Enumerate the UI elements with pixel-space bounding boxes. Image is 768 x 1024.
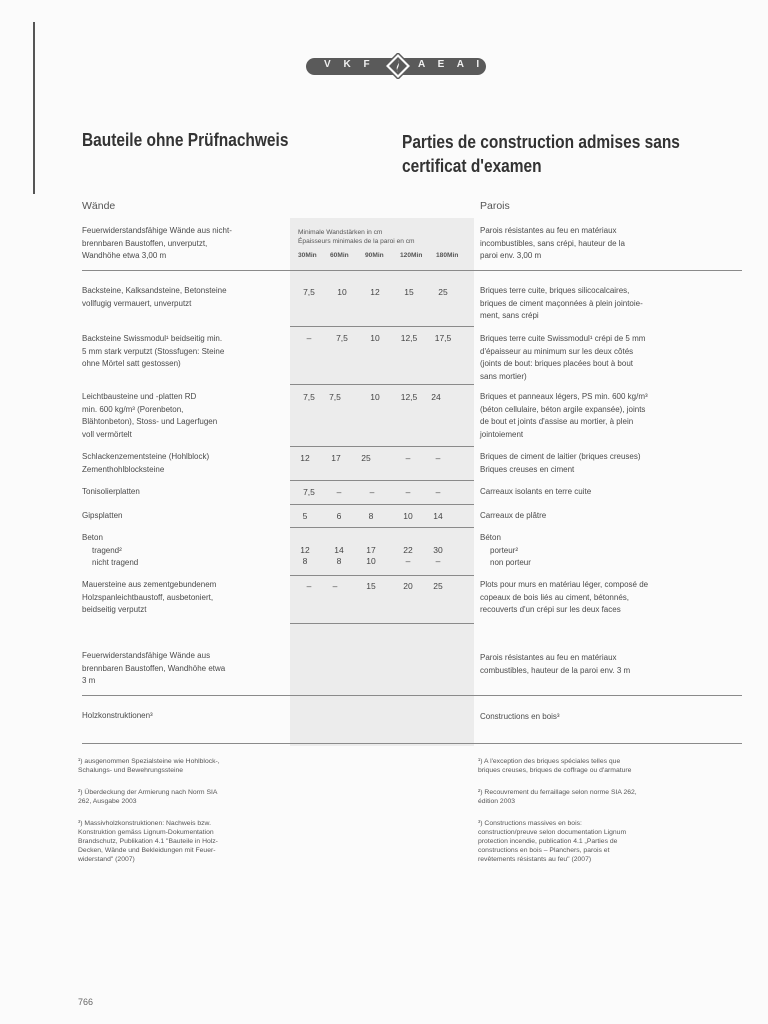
vkf-aeai-logo [306, 53, 486, 79]
logo-text-vkf: V K F [324, 59, 375, 70]
footnote-2-fr: ²) Recouvrement du ferraillage selon norme SIA 262, édition 2003 [478, 789, 637, 805]
footnote-divider [82, 743, 742, 744]
row-label-fr: Briques de ciment de laitier (briques creuses) Briques creuses en ciment [480, 452, 641, 474]
row-label-de: Tonisolierplatten [82, 487, 140, 496]
row-label-de: Leichtbausteine und -platten RD min. 600 kg/m³ (Porenbeton, Blähtonbeton), Stoss- und Lagerfugen voll vermörtelt [82, 392, 218, 439]
row-label-de: Schlackenzementsteine (Hohlblock) Zementhohlblocksteine [82, 452, 210, 474]
row-label-fr: Carreaux isolants en terre cuite [480, 487, 592, 496]
row-label-fr: Briques terre cuite Swissmodul¹ crépi de 5 mm d'épaisseur au minimum sur les deux côtés (joints de bout: briques placées bout à bout sans mortier) [480, 334, 646, 381]
footnote-1-fr: ¹) A l'exception des briques spéciales telles que briques creuses, briques de coffrage ou d'armature [478, 758, 632, 774]
table-row-values: 12 17 25 – – [300, 453, 441, 463]
logo-text-aeai: A E A I [418, 59, 485, 70]
row-label-de: Beton tragend² nicht tragend [82, 533, 139, 567]
row-label-fr: Briques et panneaux légers, PS min. 600 kg/m³ (béton cellulaire, béton argile expansée), joints de bout et joints d'assise au mortier, à plein jointoiement [480, 392, 648, 439]
row-label-fr: Briques terre cuite, briques silicocalcaires, briques de ciment maçonnées à plein jointoie- ment, sans crépi [480, 286, 643, 320]
table-row-values: 7,5 7,5 10 12,5 24 [303, 392, 441, 402]
footnote-1-de: ¹) ausgenommen Spezialsteine wie Hohlblock-, Schalungs- und Bewehrungssteine [78, 758, 220, 774]
row-label-de: Backsteine Swissmodul¹ beidseitig min. 5 mm stark verputzt (Stossfugen: Steine ohne Mörtel satt gestossen) [82, 334, 225, 368]
intro-text-de: Feuerwiderstandsfähige Wände aus nicht- brennbaren Baustoffen, unverputzt, Wandhöhe etwa 3,00 m [82, 226, 232, 260]
row-divider [290, 446, 474, 447]
page-number: 766 [78, 997, 94, 1007]
row-divider [290, 575, 474, 576]
footnote-3-de: ³) Massivholzkonstruktionen: Nachweis bzw. Konstruktion gemäss Lignum-Dokumentation Brandschutz, Publikation 4.1 "Bauteile in Holz- Decken, Wände und Bekleidungen mit Feuer- widerstand" (2007) [78, 820, 218, 863]
row-divider [290, 384, 474, 385]
footnote-3-fr: ³) Constructions massives en bois: construction/preuve selon documentation Lignum protection incendie, publication 4.1 „Parties de constructions en bois – Planchers, parois et revêtements résistants au feu" (2007) [478, 820, 627, 863]
section-divider [82, 695, 742, 696]
duration-header-row [298, 251, 474, 261]
row-label-fr: Plots pour murs en matériau léger, composé de copeaux de bois liés au ciment, bétonnés, recouverts d'un crépi sur les deux faces [480, 580, 649, 614]
table-row-values: 5 6 8 10 14 [302, 511, 443, 521]
page-title-de: Bauteile ohne Prüfnachweis [82, 130, 289, 150]
row-label-de: Backsteine, Kalksandsteine, Betonsteine vollfugig vermauert, unverputzt [82, 286, 227, 308]
row-label-de: Gipsplatten [82, 511, 123, 520]
header-divider [82, 270, 742, 271]
table-row-values: – – 15 20 25 [306, 581, 443, 591]
duration-120: 120Min [400, 252, 423, 259]
thickness-header: Minimale Wandstärken in cm Épaisseurs minimales de la paroi en cm [298, 229, 415, 245]
logo-flame-icon [385, 53, 411, 79]
row-divider [290, 504, 474, 505]
duration-180: 180Min [436, 252, 459, 259]
section-heading-de: Wände [82, 200, 116, 212]
table-row-values: – 7,5 10 12,5 17,5 [306, 333, 452, 343]
page-title-fr-line: certificat d'examen [402, 156, 542, 176]
row-divider [290, 623, 474, 624]
row-label-fr: Béton porteur² non porteur [480, 533, 531, 567]
table-row-values: 12 14 17 22 30 [300, 545, 443, 555]
duration-30: 30Min [298, 252, 317, 259]
page-title-fr [402, 130, 680, 178]
footnote-2-de: ²) Überdeckung der Armierung nach Norm SIA 262, Ausgabe 2003 [78, 789, 218, 805]
row-divider [290, 326, 474, 327]
row-label-fr: Carreaux de plâtre [480, 511, 547, 520]
section-heading-fr: Parois [480, 200, 510, 212]
page-title-fr-line: Parties de construction admises sans [402, 132, 680, 152]
row-divider [290, 527, 474, 528]
combustible-walls-fr: Parois résistantes au feu en matériaux combustibles, hauteur de la paroi env. 3 m [480, 653, 631, 675]
row-label-de: Mauersteine aus zementgebundenem Holzspanleichtbaustoff, ausbetoniert, beidseitig verputzt [82, 580, 217, 614]
table-row-values: 7,5 10 12 15 25 [303, 287, 448, 297]
intro-text-fr: Parois résistantes au feu en matériaux incombustibles, sans crépi, hauteur de la paroi env. 3,00 m [480, 226, 625, 260]
combustible-walls-de: Feuerwiderstandsfähige Wände aus brennbaren Baustoffen, Wandhöhe etwa 3 m [82, 651, 226, 685]
duration-60: 60Min [330, 252, 349, 259]
table-row-values: 8 8 10 – – [302, 556, 441, 566]
margin-line [33, 22, 35, 194]
table-row-values: 7,5 – – – – [303, 487, 441, 497]
row-divider [290, 480, 474, 481]
timber-constructions-de: Holzkonstruktionen³ [82, 711, 153, 720]
timber-constructions-fr: Constructions en bois³ [480, 712, 560, 721]
duration-90: 90Min [365, 252, 384, 259]
